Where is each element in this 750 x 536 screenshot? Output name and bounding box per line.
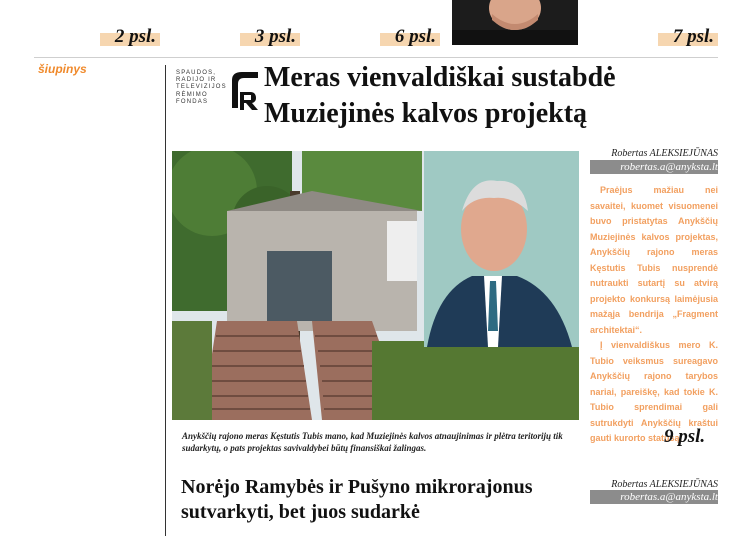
author-name-2: Robertas ALEKSIEJŪNAS — [611, 479, 718, 490]
second-headline: Norėjo Ramybės ir Pušyno mikrorajonus sutvarkyti, bet juos sudarkė — [181, 476, 533, 523]
headline: Meras vienvaldiškai sustabdė Muziejinės kalvos projektą — [264, 62, 616, 129]
column-divider — [165, 65, 166, 536]
body-paragraph: Praėjus mažiau nei savaitei, kuomet visuomenei buvo pristatytas Anykščių Muziejinės kalvos projektas, Anykščių rajono meras Kęstutis Tubis nusprendė nutraukti sutartį su atvirą projekto konkursą laimėjusia mažąja bendrija „Fragment architektai“. — [590, 185, 718, 335]
body-paragraph: Į vienvaldiškus mero K. Tubio veiksmus sureagavo Anykščių rajono tarybos nariai, pareiškę, kad tokie K. Tubio sprendimai gali sutrukdyti Anykščių kraštui gauti kurorto statusą. — [590, 340, 718, 443]
page-ref-3[interactable]: 3 psl. — [240, 26, 300, 48]
author-name: Robertas ALEKSIEJŪNAS — [611, 148, 718, 159]
article-body — [590, 183, 718, 447]
main-photo — [172, 151, 579, 420]
page-ref-6[interactable]: 6 psl. — [380, 26, 440, 48]
photo-caption: Anykščių rajono meras Kęstutis Tubis mano, kad Muziejinės kalvos atnaujinimas ir plėtra teritorijų tik sudarkytų, o pats projektas savivaldybei būtų finansiškai žalingas. — [182, 431, 563, 453]
fund-logo-icon — [228, 70, 262, 110]
top-divider — [34, 57, 718, 58]
top-portrait-photo — [452, 0, 578, 45]
author-email-link-2[interactable]: robertas.a@anyksta.lt — [590, 490, 718, 504]
page-ref-2[interactable]: 2 psl. — [100, 26, 160, 48]
section-label[interactable]: šiupinys — [38, 62, 87, 76]
author-email-link[interactable]: robertas.a@anyksta.lt — [590, 160, 718, 174]
fund-logo-text: SPAUDOS, RADIJO IR TELEVIZIJOS RĖMIMO FONDAS — [176, 70, 227, 105]
page-ref-7[interactable]: 7 psl. — [658, 26, 718, 48]
continued-page-ref[interactable]: 9 psl. — [664, 426, 706, 447]
